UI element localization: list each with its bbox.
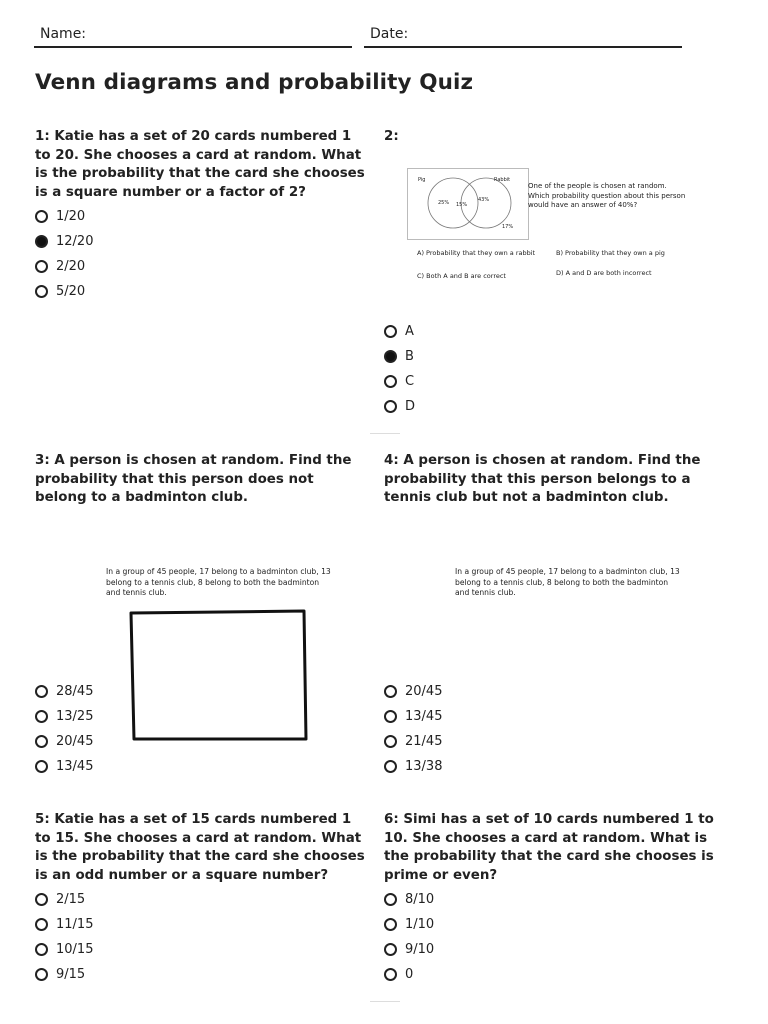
question-2-options xyxy=(384,319,584,419)
option-3[interactable] xyxy=(384,937,584,962)
venn-left-label: Pig xyxy=(418,177,426,183)
option-4[interactable] xyxy=(35,754,235,779)
question-6 xyxy=(384,811,714,885)
option-label: 13/38 xyxy=(405,759,443,774)
question-text: A person is chosen at random. Find the probability that this person belongs to a tennis club but not a badminton club. xyxy=(384,453,701,505)
option-label: B xyxy=(405,349,414,364)
radio-icon[interactable] xyxy=(35,760,48,773)
question-1 xyxy=(35,128,365,202)
question-3-info: In a group of 45 people, 17 belong to a badminton club, 13 belong to a tennis club, 8 belong to both the badminton and tennis club. xyxy=(106,567,331,598)
option-label: 1/20 xyxy=(56,209,86,224)
separator xyxy=(370,1001,400,1002)
question-text: Katie has a set of 20 cards numbered 1 to 20. She chooses a card at random. What is the probability that the card she chooses is a square number or a factor of 2? xyxy=(35,129,365,200)
option-1[interactable] xyxy=(35,204,235,229)
option-label: 13/45 xyxy=(405,709,443,724)
question-number: 1: xyxy=(35,129,50,144)
question-1-options xyxy=(35,204,235,304)
question-3-options xyxy=(35,679,235,779)
question-6-options xyxy=(384,887,584,987)
question-5 xyxy=(35,811,365,885)
radio-icon[interactable] xyxy=(384,893,397,906)
option-2[interactable] xyxy=(384,344,584,369)
radio-icon[interactable] xyxy=(384,685,397,698)
option-label: 13/25 xyxy=(56,709,94,724)
radio-icon[interactable] xyxy=(384,918,397,931)
question-number: 2: xyxy=(384,129,399,144)
radio-icon[interactable] xyxy=(384,325,397,338)
question-4-options xyxy=(384,679,584,779)
option-3[interactable] xyxy=(384,369,584,394)
option-4[interactable] xyxy=(384,754,584,779)
option-label: 2/20 xyxy=(56,259,86,274)
option-label: A xyxy=(405,324,414,339)
option-2[interactable] xyxy=(35,704,235,729)
question-5-options xyxy=(35,887,235,987)
choice-d-text: D) A and D are both incorrect xyxy=(556,269,652,277)
option-3[interactable] xyxy=(35,937,235,962)
option-4[interactable] xyxy=(384,394,584,419)
option-2[interactable] xyxy=(35,229,235,254)
date-label: Date: xyxy=(370,26,409,42)
option-label: 9/15 xyxy=(56,967,86,982)
option-2[interactable] xyxy=(35,912,235,937)
radio-icon[interactable] xyxy=(35,968,48,981)
option-label: 9/10 xyxy=(405,942,435,957)
option-4[interactable] xyxy=(35,962,235,987)
name-field[interactable] xyxy=(34,26,352,48)
option-3[interactable] xyxy=(35,254,235,279)
radio-icon[interactable] xyxy=(35,260,48,273)
radio-icon[interactable] xyxy=(384,375,397,388)
option-label: 12/20 xyxy=(56,234,94,249)
choice-a-text: A) Probability that they own a rabbit xyxy=(417,249,536,257)
radio-icon[interactable] xyxy=(35,710,48,723)
pig-circle xyxy=(428,178,478,228)
option-1[interactable] xyxy=(384,679,584,704)
radio-icon[interactable] xyxy=(384,735,397,748)
radio-icon[interactable] xyxy=(35,685,48,698)
option-3[interactable] xyxy=(384,729,584,754)
radio-icon[interactable] xyxy=(384,760,397,773)
option-4[interactable] xyxy=(35,279,235,304)
choice-b-text: B) Probability that they own a pig xyxy=(556,249,665,257)
radio-icon[interactable] xyxy=(35,735,48,748)
option-label: 10/15 xyxy=(56,942,94,957)
option-label: 5/20 xyxy=(56,284,86,299)
option-label: 13/45 xyxy=(56,759,94,774)
question-2 xyxy=(384,128,714,147)
venn-right-label: Rabbit xyxy=(494,177,511,183)
question-number: 3: xyxy=(35,453,50,468)
option-4[interactable] xyxy=(384,962,584,987)
venn-left-value: 25% xyxy=(438,200,450,206)
radio-icon[interactable] xyxy=(384,943,397,956)
option-label: 20/45 xyxy=(56,734,94,749)
question-4 xyxy=(384,452,714,508)
option-2[interactable] xyxy=(384,704,584,729)
option-label: D xyxy=(405,399,416,414)
radio-icon[interactable] xyxy=(384,968,397,981)
question-text: Simi has a set of 10 cards numbered 1 to 10. She chooses a card at random. What is the probability that the card she chooses is prime or even? xyxy=(384,812,714,883)
question-3 xyxy=(35,452,365,508)
question-2-prompt: One of the people is chosen at random. Which probability question about this person would have an answer of 40%? xyxy=(528,182,686,209)
radio-icon[interactable] xyxy=(35,210,48,223)
radio-icon[interactable] xyxy=(35,918,48,931)
option-1[interactable] xyxy=(35,679,235,704)
option-label: 1/10 xyxy=(405,917,435,932)
question-number: 4: xyxy=(384,453,399,468)
radio-icon[interactable] xyxy=(384,400,397,413)
date-underline xyxy=(364,46,682,48)
option-label: 21/45 xyxy=(405,734,443,749)
option-label: 20/45 xyxy=(405,684,443,699)
option-1[interactable] xyxy=(384,887,584,912)
name-label: Name: xyxy=(40,26,87,42)
option-1[interactable] xyxy=(35,887,235,912)
date-field[interactable] xyxy=(364,26,682,48)
page-title: Venn diagrams and probability Quiz xyxy=(35,70,474,95)
option-3[interactable] xyxy=(35,729,235,754)
option-label: 2/15 xyxy=(56,892,86,907)
separator xyxy=(370,433,400,434)
option-label: 8/10 xyxy=(405,892,435,907)
radio-icon[interactable] xyxy=(384,710,397,723)
option-label: C xyxy=(405,374,415,389)
question-text: Katie has a set of 15 cards numbered 1 to 15. She chooses a card at random. What is the probability that the card she chooses is an odd number or a square number? xyxy=(35,812,365,883)
rabbit-circle xyxy=(461,178,514,230)
venn-outside-value: 17% xyxy=(502,224,514,230)
question-4-info: In a group of 45 people, 17 belong to a badminton club, 13 belong to a tennis club, 8 belong to both the badminton and tennis club. xyxy=(455,567,680,598)
radio-icon[interactable] xyxy=(35,943,48,956)
venn-middle-value: 15% xyxy=(456,202,468,208)
question-text: A person is chosen at random. Find the probability that this person does not belong to a badminton club. xyxy=(35,453,352,505)
radio-icon[interactable] xyxy=(35,893,48,906)
radio-icon[interactable] xyxy=(35,285,48,298)
name-underline xyxy=(34,46,352,48)
question-number: 6: xyxy=(384,812,399,827)
option-label: 0 xyxy=(405,967,414,982)
venn-right-value: 43% xyxy=(478,197,490,203)
option-label: 11/15 xyxy=(56,917,94,932)
option-1[interactable] xyxy=(384,319,584,344)
option-2[interactable] xyxy=(384,912,584,937)
venn-diagram xyxy=(407,168,529,240)
option-label: 28/45 xyxy=(56,684,94,699)
question-number: 5: xyxy=(35,812,50,827)
choice-c-text: C) Both A and B are correct xyxy=(417,272,506,280)
radio-selected-icon[interactable] xyxy=(384,350,397,363)
radio-selected-icon[interactable] xyxy=(35,235,48,248)
